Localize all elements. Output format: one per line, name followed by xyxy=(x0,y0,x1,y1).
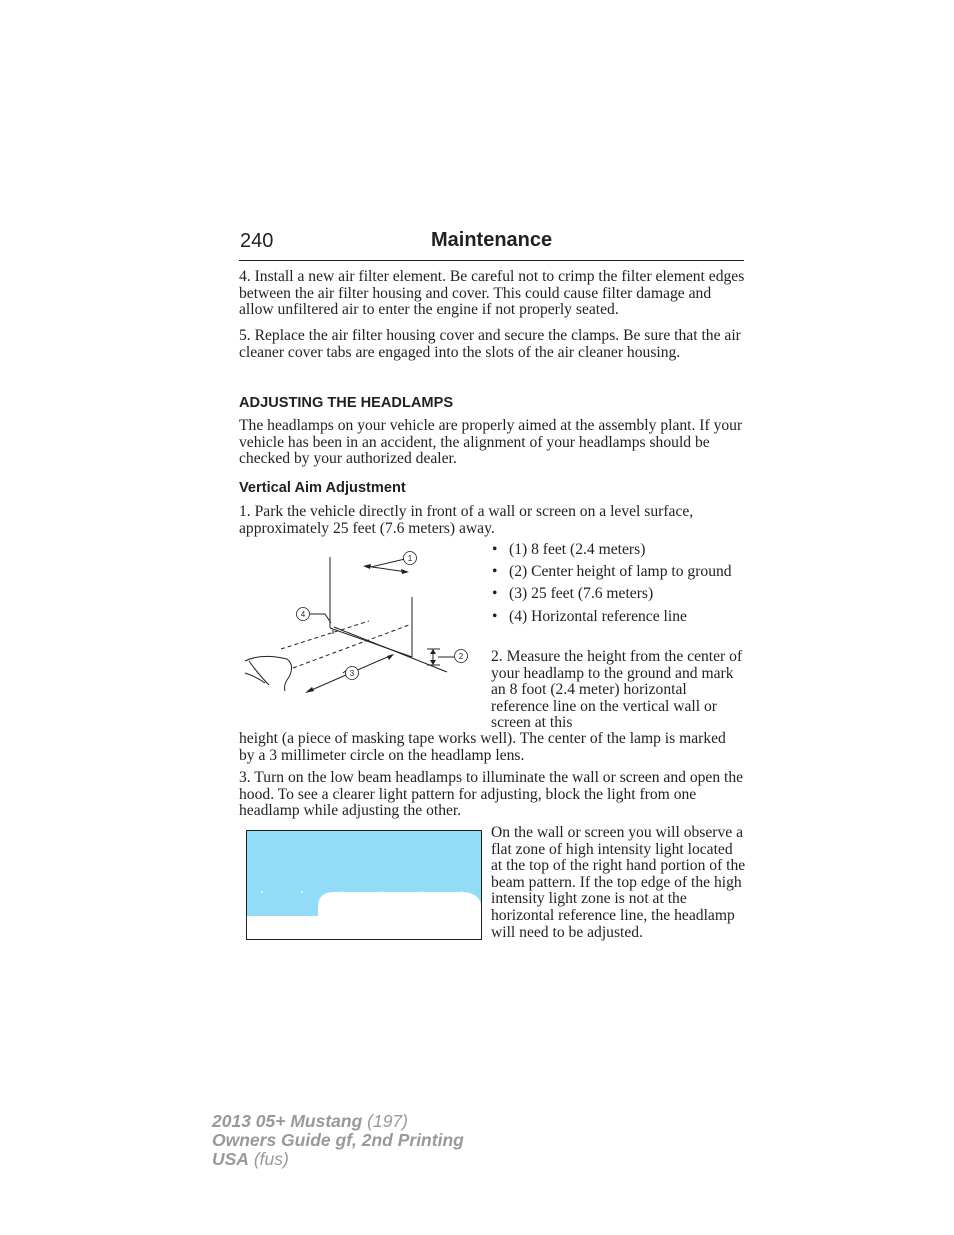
beam-pattern-diagram xyxy=(246,830,482,940)
section-heading: ADJUSTING THE HEADLAMPS xyxy=(239,395,454,411)
legend-item: • (4) Horizontal reference line xyxy=(492,607,687,625)
callout-3-label: 3 xyxy=(349,669,355,678)
footer-line-3: USA (fus) xyxy=(212,1149,289,1169)
diagram-legend xyxy=(491,542,746,631)
legend-item: • (1) 8 feet (2.4 meters) xyxy=(492,541,646,558)
aim-step-2-side-text: 2. Measure the height from the center of your headlamp to the ground and mark an 8 foot (2.4 meter) horizontal reference line on the vertical wall or screen at this xyxy=(491,648,743,732)
intro-paragraph: The headlamps on your vehicle are properly aimed at the assembly plant. If your vehicle has been in an accident, the alignment of your headlamps should be checked by your authorized dealer. xyxy=(239,417,743,468)
aim-step-2-continued: height (a piece of masking tape works well). The center of the lamp is marked by a 3 millimeter circle on the headlamp lens. xyxy=(239,730,726,764)
subheading: Vertical Aim Adjustment xyxy=(239,480,406,496)
page-header xyxy=(239,228,744,261)
callout-4-label: 4 xyxy=(300,610,306,619)
page-title: Maintenance xyxy=(431,229,553,251)
callout-2-label: 2 xyxy=(458,652,464,661)
callout-1-label: 1 xyxy=(407,554,413,563)
beam-pattern-text: On the wall or screen you will observe a flat zone of high intensity light located at the top of the right hand portion of the beam pattern. If the top edge of the high intensity light zone is not at the horizontal reference line, the headlamp will need to be adjusted. xyxy=(491,824,746,941)
page-number: 240 xyxy=(240,230,274,252)
page-footer xyxy=(212,1112,464,1169)
legend-item: • (2) Center height of lamp to ground xyxy=(492,563,732,581)
step-4-paragraph: 4. Install a new air filter element. Be careful not to crimp the filter element edges between the air filter housing and cover. This could cause filter damage and allow unfiltered air to enter the engine if not properly seated. xyxy=(239,268,745,319)
footer-line-2: Owners Guide gf, 2nd Printing xyxy=(212,1130,464,1150)
aim-step-3-paragraph: 3. Turn on the low beam headlamps to illuminate the wall or screen and open the hood. To see a clearer light pattern for adjusting, block the light from one headlamp while adjusting the other. xyxy=(239,769,744,820)
headlamp-aim-diagram xyxy=(239,545,479,705)
aim-step-1-paragraph: 1. Park the vehicle directly in front of a wall or screen on a level surface, approximately 25 feet (7.6 meters) away. xyxy=(239,503,694,537)
legend-item: • (3) 25 feet (7.6 meters) xyxy=(492,585,654,603)
step-5-paragraph: 5. Replace the air filter housing cover and secure the clamps. Be sure that the air cleaner cover tabs are engaged into the slots of the air cleaner housing. xyxy=(239,327,741,361)
footer-line-1: 2013 05+ Mustang (197) xyxy=(212,1111,408,1131)
